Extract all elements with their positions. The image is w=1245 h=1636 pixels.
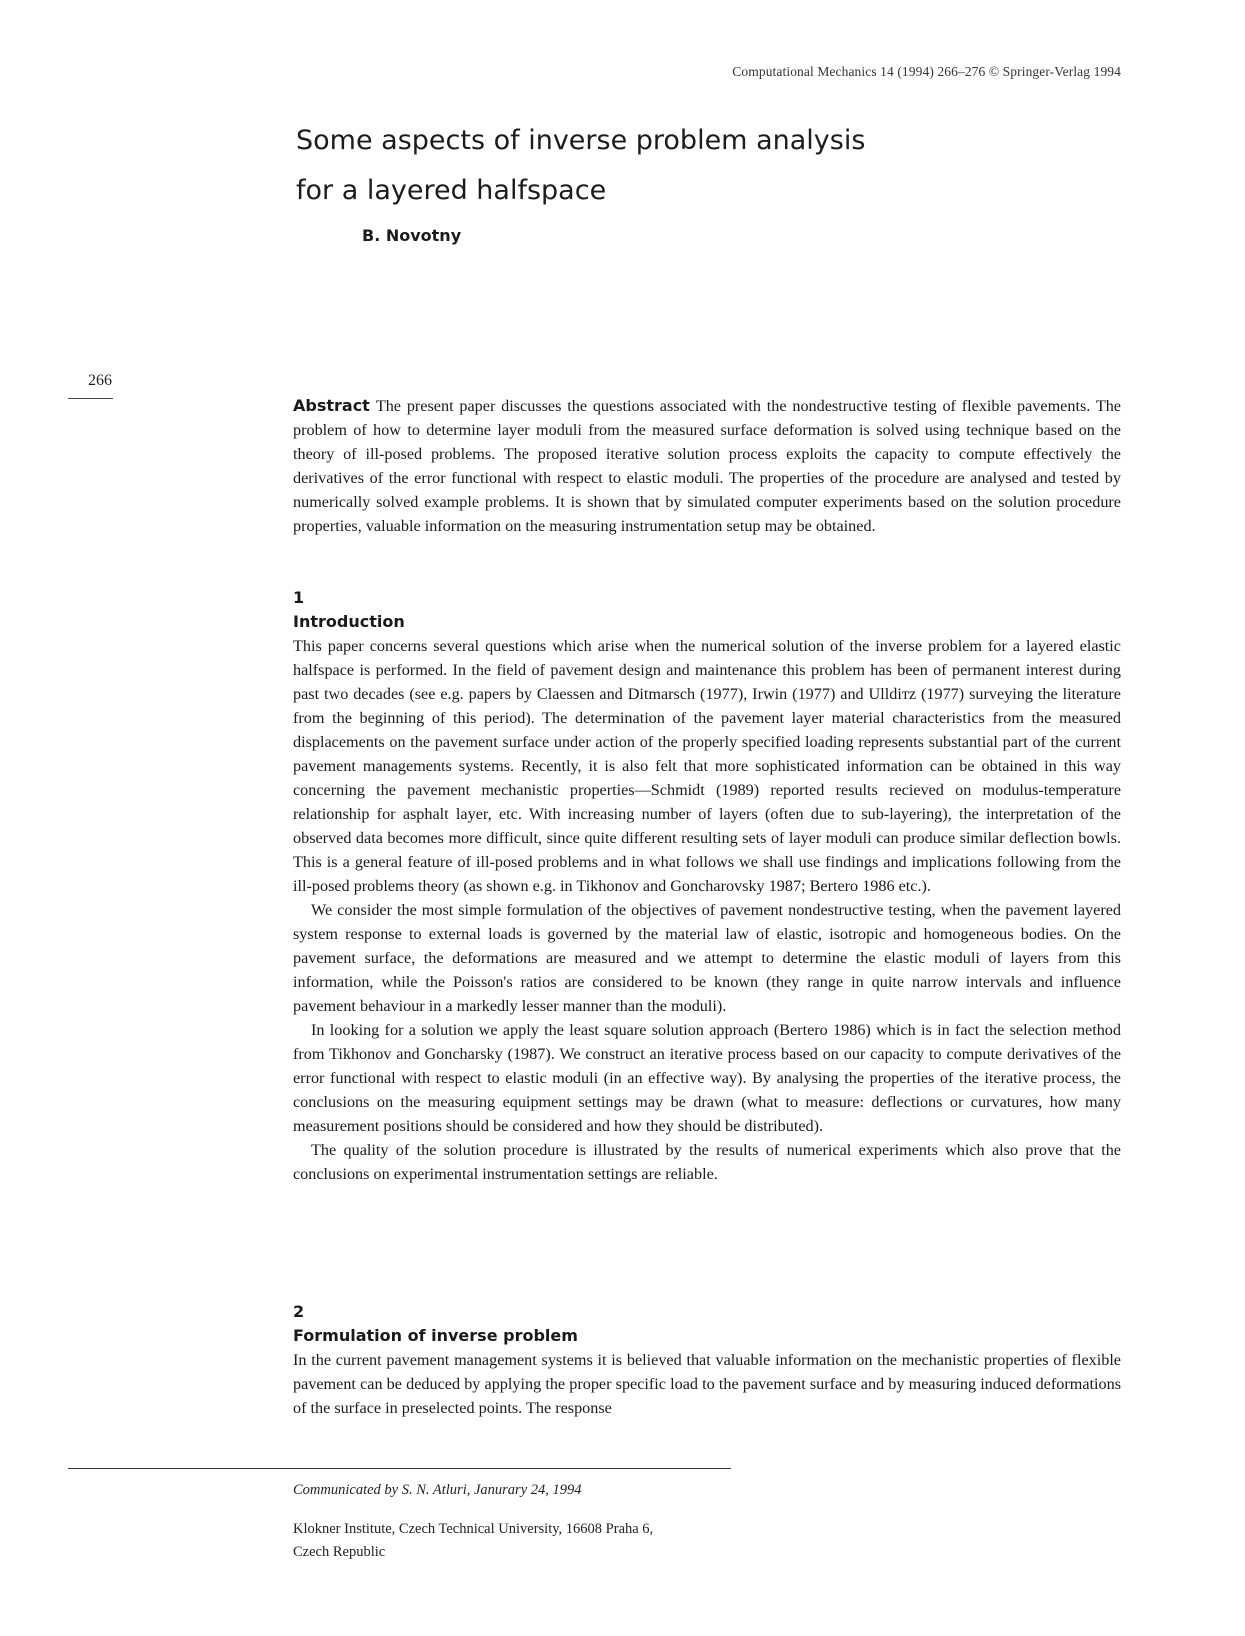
paragraph: In looking for a solution we apply the least square solution approach (Bertero 1986) which is in fact the selection method from Tikhonov and Goncharsky (1987). We construct an iterative process based on our capacity to compute derivatives of the error functional with respect to elastic moduli (in an effective way). By analysing the properties of the iterative process, the conclusions on the measuring equipment settings may be drawn (what to measure: deflections or curvatures, how many measurement positions should be considered and how they should be distributed).	[293, 1021, 1121, 1135]
paper-title-line-2: for a layered halfspace	[296, 175, 607, 206]
abstract-paragraph	[293, 394, 1121, 538]
section-introduction	[293, 586, 1121, 1186]
footnote-communicated: Communicated by S. N. Atluri, Janurary 24, 1994	[293, 1482, 582, 1498]
abstract	[293, 394, 1121, 538]
paragraph: In the current pavement management systems it is believed that valuable information on the mechanistic properties of flexible pavement can be deduced by applying the proper specific load to the pavement surface and by measuring induced deformations of the surface in preselected points. The response	[293, 1351, 1121, 1417]
footnote-rule	[68, 1468, 731, 1469]
section-number: 1	[293, 588, 305, 607]
page-number-rule	[68, 398, 113, 399]
page-number: 266	[88, 372, 112, 389]
affiliation-line-1: Klokner Institute, Czech Technical University, 16608 Praha 6,	[293, 1521, 654, 1537]
section-number: 2	[293, 1302, 305, 1321]
author-name: B. Novotny	[362, 226, 462, 245]
section-title: Formulation of inverse problem	[293, 1326, 578, 1345]
paper-title	[296, 116, 996, 216]
paper-title-line-1: Some aspects of inverse problem analysis	[296, 125, 866, 156]
paragraph: We consider the most simple formulation of the objectives of pavement nondestructive testing, when the pavement layered system response to external loads is governed by the material law of elastic, isotropic and homogeneous bodies. On the pavement surface, the deformations are measured and we attempt to determine the elastic moduli of layers from this information, while the Poisson's ratios are considered to be known (they range in quite narrow intervals and influence pavement behaviour in a markedly lesser manner than the moduli).	[293, 901, 1121, 1015]
paragraph: This paper concerns several questions which arise when the numerical solution of the inverse problem for a layered elastic halfspace is performed. In the field of pavement design and maintenance this problem has been of permanent interest during past two decades (see e.g. papers by Claessen and Ditmarsch (1977), Irwin (1977) and Ulldiтz (1977) surveying the literature from the beginning of this period). The determination of the pavement layer material characteristics from the measured displacements on the pavement surface under action of the properly specified loading represents substantial part of the current pavement managements systems. Recently, it is also felt that more sophisticated information can be obtained in this way concerning the pavement mechanistic properties—Schmidt (1989) reported results recieved on modulus-temperature relationship for asphalt layer, etc. With increasing number of layers (often due to sub-layering), the interpretation of the observed data becomes more difficult, since quite different resulting sets of layer moduli can produce similar deflection bowls. This is a general feature of ill-posed problems and in what follows we shall use findings and implications following from the ill-posed problems theory (as shown e.g. in Tikhonov and Goncharovsky 1987; Bertero 1986 etc.).	[293, 637, 1121, 895]
affiliation-line-2: Czech Republic	[293, 1544, 386, 1560]
abstract-text: The present paper discusses the questions associated with the nondestructive testing of flexible pavements. The problem of how to determine layer moduli from the measured surface deformation is solved using technique based on the theory of ill-posed problems. The proposed iterative solution process exploits the capacity to compute effectively the derivatives of the error functional with respect to elastic moduli. The properties of the procedure are analysed and tested by numerically solved example problems. It is shown that by simulated computer experiments based on the solution procedure properties, valuable information on the measuring instrumentation setup may be obtained.	[293, 397, 1121, 535]
running-header: Computational Mechanics 14 (1994) 266–276 © Springer-Verlag 1994	[732, 64, 1121, 79]
section-title: Introduction	[293, 612, 405, 631]
paragraph: The quality of the solution procedure is illustrated by the results of numerical experiments which also prove that the conclusions on experimental instrumentation settings are reliable.	[293, 1141, 1121, 1183]
abstract-label: Abstract	[293, 396, 370, 415]
section-formulation	[293, 1300, 1121, 1420]
footnote-affiliation	[293, 1518, 653, 1564]
